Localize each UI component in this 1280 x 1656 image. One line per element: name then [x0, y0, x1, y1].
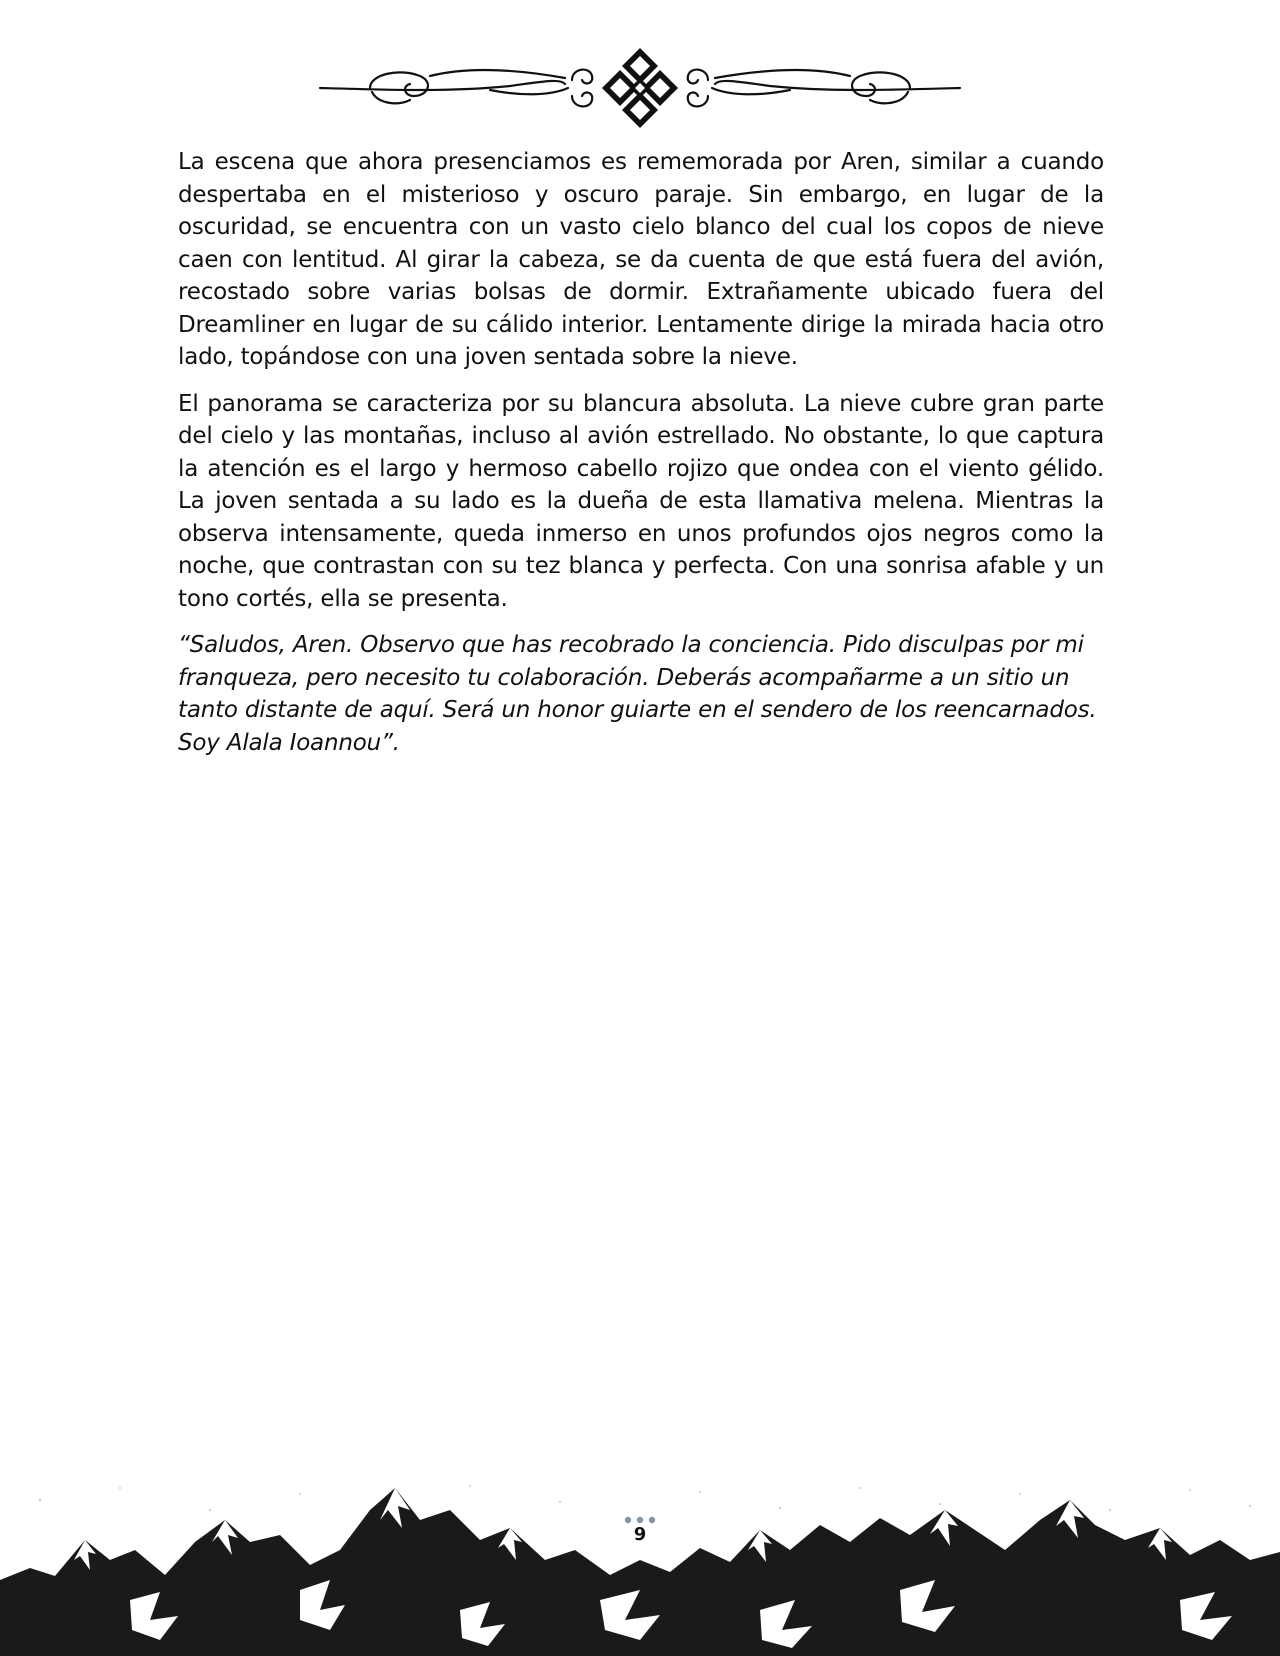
body-text [178, 146, 1104, 773]
header-ornament [310, 40, 970, 130]
paragraph-1: La escena que ahora presenciamos es rememorada por Aren, similar a cuando despertaba en el misterioso y oscuro paraje. Sin embargo, en lugar de la oscuridad, se encuentra con un vasto cielo blanco del cual los copos de nieve caen con lentitud. Al girar la cabeza, se da cuenta de que está fuera del avión, recostado sobre varias bolsas de dormir. Extrañamente ubicado fuera del Dreamliner en lugar de su cálido interior. Lentamente dirige la mirada hacia otro lado, topándose con una joven sentada sobre la nieve. [178, 149, 1104, 370]
page-number: 9 [633, 1524, 647, 1545]
paragraph-quote: “Saludos, Aren. Observo que has recobrado la conciencia. Pido disculpas por mi franqueza, pero necesito tu colaboración. Deberás acompañarme a un sitio un tanto distante de aquí. Será un honor guiarte en el sendero de los reencarnados. Soy Alala Ioannou”. [178, 632, 1097, 756]
mountain-range-illustration [0, 1480, 1280, 1656]
paragraph-2: El panorama se caracteriza por su blancura absoluta. La nieve cubre gran parte del cielo y las montañas, incluso al avión estrellado. No obstante, lo que captura la atención es el largo y hermoso cabello rojizo que ondea con el viento gélido. La joven sentada a su lado es la dueña de esta llamativa melena. Mientras la observa intensamente, queda inmerso en unos profundos ojos negros como la noche, que contrastan con su tez blanca y perfecta. Con una sonrisa afable y un tono cortés, ella se presenta. [178, 390, 1104, 612]
